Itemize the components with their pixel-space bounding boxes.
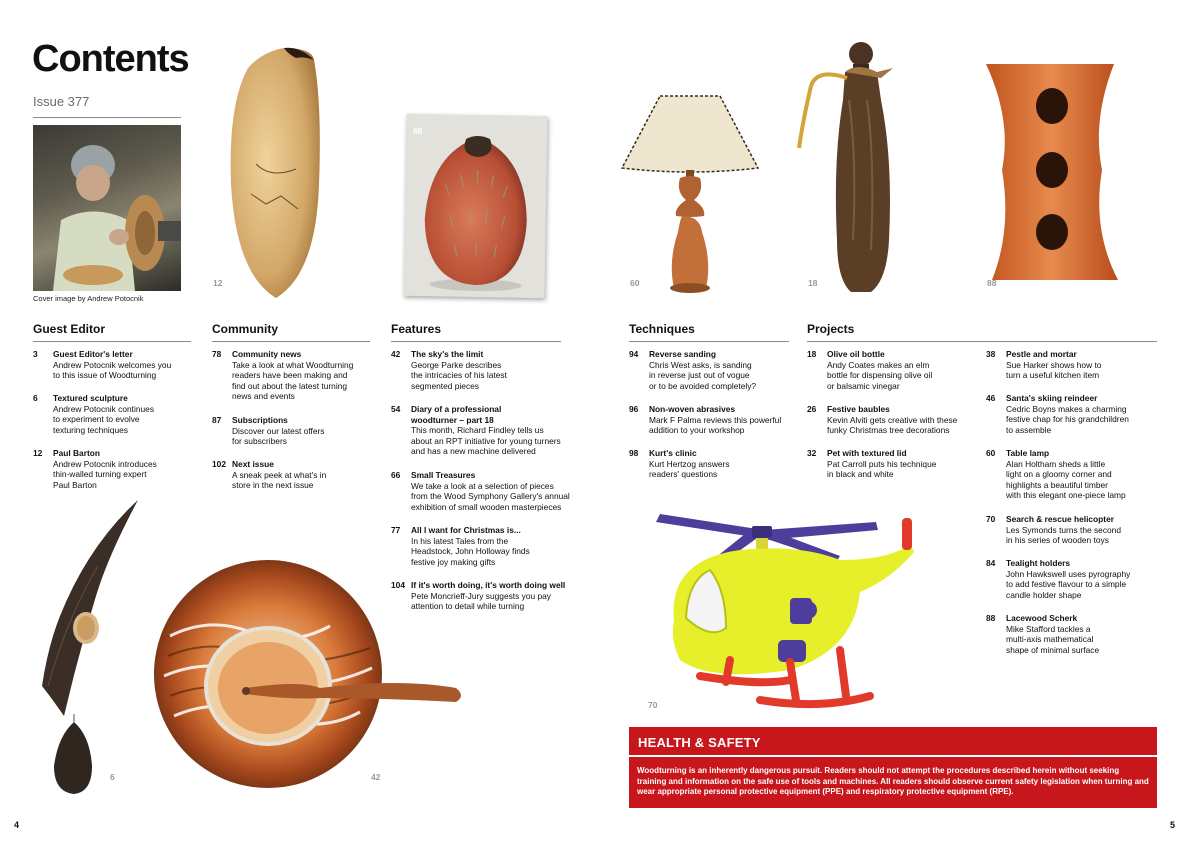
entry-title: Subscriptions xyxy=(232,415,288,425)
entry-page: 54 xyxy=(391,404,401,414)
section-heading-techniques: Techniques xyxy=(629,322,789,342)
entry-page: 87 xyxy=(212,415,222,425)
entry-title: All I want for Christmas is... xyxy=(411,525,521,535)
entry-title: Small Treasures xyxy=(411,470,476,480)
entry-desc: Pete Moncrieff-Jury suggests you pay attention to detail while turning xyxy=(411,590,551,612)
entry-title: Community news xyxy=(232,349,302,359)
entry-title: Santa's skiing reindeer xyxy=(1006,393,1098,403)
entry-page: 84 xyxy=(986,558,996,568)
entry-page: 102 xyxy=(212,459,226,469)
entry-title: Guest Editor's letter xyxy=(53,349,133,359)
image-page-number: 12 xyxy=(213,278,223,288)
image-page-number: 60 xyxy=(630,278,640,288)
entry-desc: Pat Carroll puts his technique in black and white xyxy=(827,458,937,480)
olive-bottle-image xyxy=(797,40,901,296)
page-number-left: 4 xyxy=(14,820,20,830)
section-heading-guest-editor: Guest Editor xyxy=(33,322,191,342)
entry-desc: Mike Stafford tackles a multi-axis mathematical shape of minimal surface xyxy=(1006,623,1100,655)
page-number-right: 5 xyxy=(1170,820,1176,830)
entry-desc: Andrew Potocnik introduces thin-walled turning expert Paul Barton xyxy=(53,458,157,490)
entry-page: 98 xyxy=(629,448,639,458)
cover-image xyxy=(33,125,181,291)
entry-desc: A sneak peek at what's in store in the next issue xyxy=(232,469,327,491)
entry-title: Next issue xyxy=(232,459,274,469)
entry-title: Diary of a professional woodturner – part 18 xyxy=(411,404,502,425)
entry-desc: We take a look at a selection of pieces from the Wood Symphony Gallery's annual exhibition of small wooden masterpieces xyxy=(411,480,570,512)
section-heading-projects: Projects xyxy=(807,322,1157,342)
image-page-number: 42 xyxy=(371,772,381,782)
entry-page: 78 xyxy=(212,349,222,359)
health-safety-heading: HEALTH & SAFETY xyxy=(629,727,1157,755)
entry-desc: In his latest Tales from the Headstock, John Holloway finds festive joy making gifts xyxy=(411,535,530,567)
entry-desc: John Hawkswell uses pyrography to add festive flavour to a simple candle holder shape xyxy=(1006,568,1131,600)
entry-title: Textured sculpture xyxy=(53,393,128,403)
entry-page: 26 xyxy=(807,404,817,414)
entry-page: 96 xyxy=(629,404,639,414)
entry-page: 12 xyxy=(33,448,43,458)
entry-title: Reverse sanding xyxy=(649,349,717,359)
entry-page: 60 xyxy=(986,448,996,458)
cover-caption: Cover image by Andrew Potocnik xyxy=(33,294,144,303)
entry-title: Table lamp xyxy=(1006,448,1050,458)
entry-desc: This month, Richard Findley tells us about an RPT initiative for young turners and has a new machine delivered xyxy=(411,425,561,457)
entry-page: 88 xyxy=(986,613,996,623)
entry-page: 70 xyxy=(986,514,996,524)
entry-desc: Take a look at what Woodturning readers have been making and find out about the latest turning news and events xyxy=(232,359,354,402)
entry-desc: Sue Harker shows how to turn a useful kitchen item xyxy=(1006,359,1102,381)
image-page-number: 18 xyxy=(808,278,818,288)
image-page-number: 66 xyxy=(413,126,423,136)
page-title: Contents xyxy=(32,38,189,80)
lamp-image xyxy=(620,92,760,296)
entry-desc: Cedric Boyns makes a charming festive chap for his grandchildren to assemble xyxy=(1006,403,1129,435)
entry-title: Pet with textured lid xyxy=(827,448,907,458)
entry-title: Search & rescue helicopter xyxy=(1006,514,1114,524)
image-page-number: 88 xyxy=(987,278,997,288)
entry-page: 104 xyxy=(391,580,405,590)
image-page-number: 70 xyxy=(648,700,658,710)
entry-page: 38 xyxy=(986,349,996,359)
helicopter-image xyxy=(640,500,930,718)
entry-desc: Andrew Potocnik continues to experiment to evolve texturing techniques xyxy=(53,403,155,435)
entry-page: 32 xyxy=(807,448,817,458)
entry-desc: Andy Coates makes an elm bottle for dispensing olive oil or balsamic vinegar xyxy=(827,359,933,391)
entry-page: 46 xyxy=(986,393,996,403)
section-heading-community: Community xyxy=(212,322,370,342)
entry-title: If it's worth doing, it's worth doing well xyxy=(411,580,566,590)
entry-page: 18 xyxy=(807,349,817,359)
entry-title: Kurt's clinic xyxy=(649,448,697,458)
lacewood-scherk-image xyxy=(982,60,1120,284)
health-safety-text: Woodturning is an inherently dangerous pursuit. Readers should not attempt the procedures described herein without seeking training and information on the safe use of tools and machines. All readers should observe current safety legislation when turning and wear appropriate personal protective equipment (PPE) and respiratory protective equipment (RPE). xyxy=(629,757,1157,808)
header-rule xyxy=(33,117,181,118)
entry-title: Festive baubles xyxy=(827,404,890,414)
entry-title: Tealight holders xyxy=(1006,558,1071,568)
entry-page: 42 xyxy=(391,349,401,359)
entry-desc: Mark F Palma reviews this powerful addition to your workshop xyxy=(649,414,782,436)
entry-page: 3 xyxy=(33,349,38,359)
issue-number: Issue 377 xyxy=(33,94,90,109)
entry-page: 66 xyxy=(391,470,401,480)
entry-title: Olive oil bottle xyxy=(827,349,885,359)
entry-desc: Les Symonds turns the second in his series of wooden toys xyxy=(1006,524,1121,546)
entry-page: 77 xyxy=(391,525,401,535)
entry-desc: Kurt Hertzog answers readers' questions xyxy=(649,458,730,480)
segmented-bowl-image xyxy=(150,556,470,788)
entry-title: Paul Barton xyxy=(53,448,100,458)
entry-desc: Alan Holtham sheds a little light on a gloomy corner and highlights a beautiful timber with this elegant one-piece lamp xyxy=(1006,458,1126,501)
entry-desc: Chris West asks, is sanding in reverse just out of vogue or to be avoided completely? xyxy=(649,359,757,391)
entry-desc: Kevin Alviti gets creative with these funky Christmas tree decorations xyxy=(827,414,958,436)
entry-title: The sky's the limit xyxy=(411,349,484,359)
entry-page: 94 xyxy=(629,349,639,359)
entry-title: Non-woven abrasives xyxy=(649,404,736,414)
entry-desc: Discover our latest offers for subscribers xyxy=(232,425,325,447)
entry-desc: Andrew Potocnik welcomes you to this issue of Woodturning xyxy=(53,359,172,381)
textured-sculpture-image xyxy=(38,496,142,798)
vase-image xyxy=(226,44,322,302)
section-heading-features: Features xyxy=(391,322,561,342)
entry-title: Pestle and mortar xyxy=(1006,349,1077,359)
image-page-number: 6 xyxy=(110,772,115,782)
entry-desc: George Parke describes the intricacies of his latest segmented pieces xyxy=(411,359,507,391)
entry-title: Lacewood Scherk xyxy=(1006,613,1078,623)
gourd-vase-image xyxy=(403,114,547,298)
entry-page: 6 xyxy=(33,393,38,403)
